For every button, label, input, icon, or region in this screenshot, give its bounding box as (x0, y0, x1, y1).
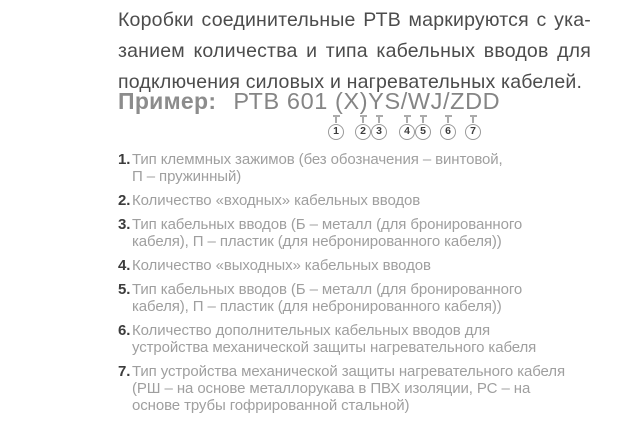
intro-paragraph (118, 5, 591, 98)
callout-number-badge: 2 (355, 124, 371, 140)
callout-tick (472, 117, 474, 123)
legend-item-text: Тип устройства механической защиты нагревательного кабеля (132, 363, 565, 380)
legend-item-text: (РШ – на основе металлорукава в ПВХ изоляции, РС – на (132, 380, 531, 397)
legend-item-number: 3. (118, 216, 131, 233)
callout-tick (378, 117, 380, 123)
callout-number-badge: 5 (415, 124, 431, 140)
legend-list (118, 151, 618, 421)
legend-item-1 (118, 151, 618, 185)
legend-item-text: кабеля), П – пластик (для небронированного кабеля)) (132, 233, 502, 250)
legend-item-number: 2. (118, 192, 131, 209)
paragraph-line: Коробки соединительные РТВ маркируются с ука- (118, 9, 591, 31)
legend-item-6 (118, 322, 618, 356)
callout-marker-1 (326, 115, 346, 140)
legend-item-number: 1. (118, 151, 131, 168)
legend-item-number: 7. (118, 363, 131, 380)
legend-item-5 (118, 281, 618, 315)
example-row (118, 86, 500, 116)
legend-item-text: Количество дополнительных кабельных вводов для (132, 322, 491, 339)
paragraph-line: занием количества и типа кабельных вводов для (118, 40, 591, 62)
legend-item-7 (118, 363, 618, 414)
legend-item-text: Количество «выходных» кабельных вводов (132, 257, 431, 274)
callout-tick (422, 117, 424, 123)
legend-item-text: основе трубы гофрированной стальной) (132, 397, 410, 414)
callout-marker-3 (369, 115, 389, 140)
example-label: Пример: (118, 88, 217, 114)
callout-number-badge: 6 (440, 124, 456, 140)
paragraph-line: подключения силовых и нагревательных кабелей. (118, 71, 583, 93)
callout-tick (335, 117, 337, 123)
callout-marker-6 (438, 115, 458, 140)
legend-item-3 (118, 216, 618, 250)
callout-tick (447, 117, 449, 123)
callout-tick (362, 117, 364, 123)
callout-number-badge: 1 (328, 124, 344, 140)
legend-item-text: Количество «входных» кабельных вводов (132, 192, 421, 209)
callout-number-badge: 4 (399, 124, 415, 140)
legend-item-text: кабеля), П – пластик (для небронированного кабеля)) (132, 298, 502, 315)
legend-item-text: Тип клеммных зажимов (без обозначения – винтовой, (132, 151, 503, 168)
legend-item-number: 4. (118, 257, 131, 274)
legend-item-text: устройства механической защиты нагревательного кабеля (132, 339, 537, 356)
example-marking-code: РТВ 601 (X)YS/WJ/ZDD (233, 88, 501, 114)
callout-marker-5 (413, 115, 433, 140)
callout-number-badge: 7 (465, 124, 481, 140)
legend-item-text: Тип кабельных вводов (Б – металл (для бронированного (132, 216, 523, 233)
legend-item-2 (118, 192, 618, 209)
legend-item-text: П – пружинный) (132, 168, 242, 185)
callout-marker-7 (463, 115, 483, 140)
legend-item-text: Тип кабельных вводов (Б – металл (для бронированного (132, 281, 523, 298)
legend-item-number: 6. (118, 322, 131, 339)
legend-item-number: 5. (118, 281, 131, 298)
callout-number-badge: 3 (371, 124, 387, 140)
legend-item-4 (118, 257, 618, 274)
callout-tick (406, 117, 408, 123)
